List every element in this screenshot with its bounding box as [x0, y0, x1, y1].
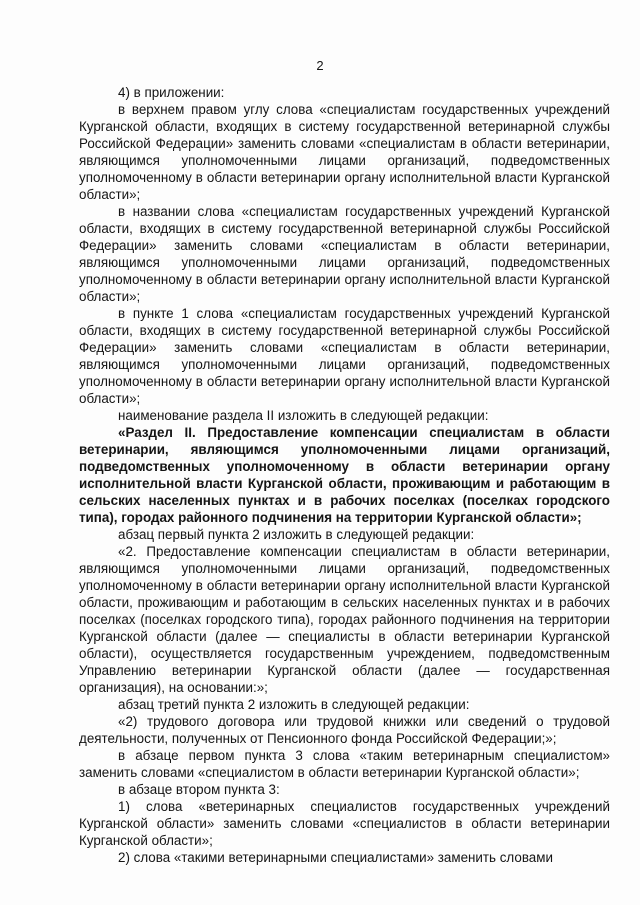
- paragraph: в абзаце первом пункта 3 слова «таким ветеринарным специалистом» заменить словами «специалистом в области ветеринарии Курганской области»;: [79, 748, 610, 780]
- paragraph: 4) в приложении:: [118, 85, 225, 100]
- paragraph: абзац третий пункта 2 изложить в следующей редакции:: [118, 697, 470, 712]
- paragraph: в верхнем правом углу слова «специалистам государственных учреждений Курганской области, входящих в систему государственной ветеринарной службы Российской Федерации» заменить словами «специалистам в области ветеринарии, являющимся уполномоченными лицами организаций, подведомственных уполномоченному в области ветеринарии органу исполнительной власти Курганской области»;: [79, 102, 610, 202]
- paragraph: в названии слова «специалистам государственных учреждений Курганской области, входящих в систему государственной ветеринарной службы Российской Федерации» заменить словами «специалистам в области ветеринарии, являющимся уполномоченными лицами организаций, подведомственных уполномоченному в области ветеринарии органу исполнительной власти Курганской области»;: [79, 204, 610, 304]
- section-heading-paragraph: «Раздел II. Предоставление компенсации специалистам в области ветеринарии, являющимся уполномоченными лицами организаций, подведомственных уполномоченному в области ветеринарии органу исполнительной власти Курганской области, проживающим и работающим в сельских населенных пунктах и в рабочих поселках (поселках городского типа), городах районного подчинения на территории Курганской области»;: [79, 425, 610, 525]
- paragraph: в абзаце втором пункта 3:: [118, 782, 280, 797]
- paragraph: наименование раздела II изложить в следующей редакции:: [118, 408, 489, 423]
- paragraph: в пункте 1 слова «специалистам государственных учреждений Курганской области, входящих в систему государственной ветеринарной службы Российской Федерации» заменить словами «специалистам в области ветеринарии, являющимся уполномоченными лицами организаций, подведомственных уполномоченному в области ветеринарии органу исполнительной власти Курганской области»;: [79, 306, 610, 406]
- paragraph: 2) слова «такими ветеринарными специалистами» заменить словами: [118, 850, 553, 865]
- paragraph: «2. Предоставление компенсации специалистам в области ветеринарии, являющимся уполномоченными лицами организаций, подведомственных уполномоченному в области ветеринарии органу исполнительной власти Курганской области, проживающим и работающим в сельских населенных пунктах и в рабочих поселках (поселках городского типа), городах районного подчинения на территории Курганской области (далее — специалисты в области ветеринарии Курганской области), осуществляется государственным учреждением, подведомственным Управлению ветеринарии Курганской области (далее — государственная организация), на основании:»;: [79, 544, 610, 695]
- paragraph: 1) слова «ветеринарных специалистов государственных учреждений Курганской области» заменить словами «специалистов в области ветеринарии Курганской области»;: [79, 799, 610, 848]
- paragraph: «2) трудового договора или трудовой книжки или сведений о трудовой деятельности, полученных от Пенсионного фонда Российской Федерации;»;: [79, 714, 610, 746]
- document-body: [79, 84, 610, 866]
- page-number: 2: [316, 58, 324, 73]
- paragraph: абзац первый пункта 2 изложить в следующей редакции:: [118, 527, 475, 542]
